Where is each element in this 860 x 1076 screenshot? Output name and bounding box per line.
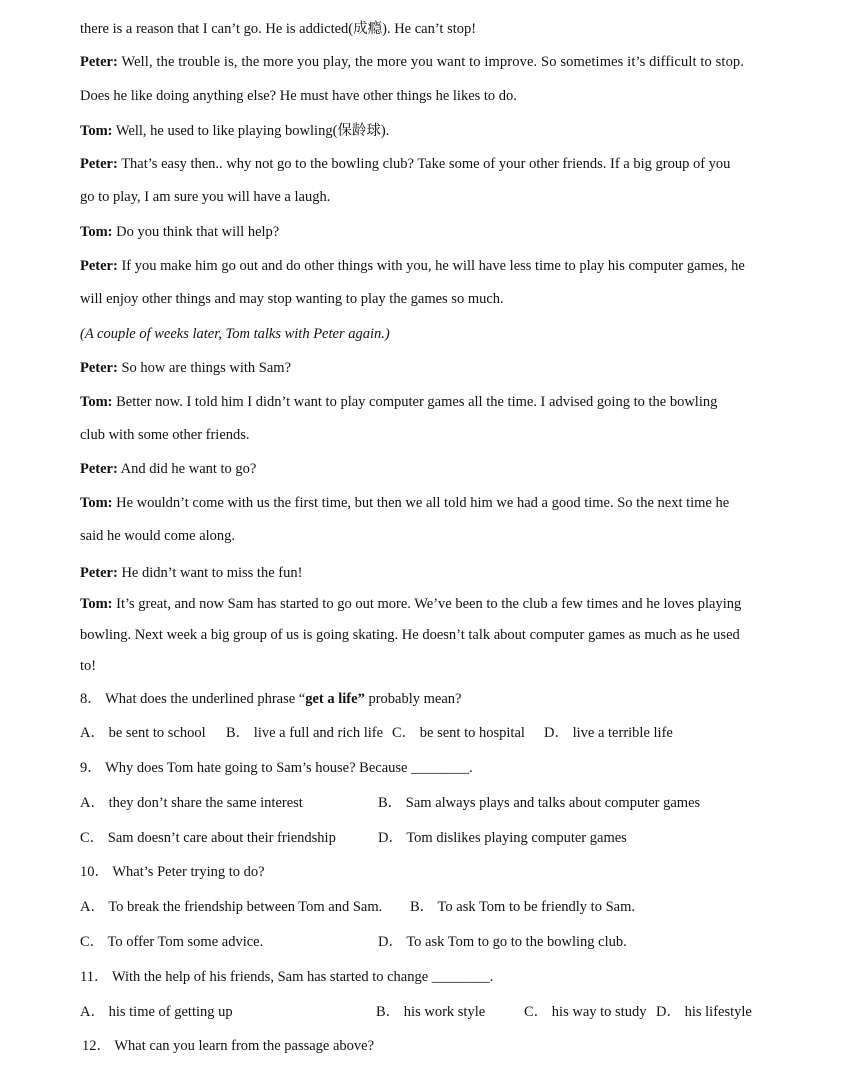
question-12: 12． What can you learn from the passage above? bbox=[82, 1038, 375, 1054]
stage-direction: (A couple of weeks later, Tom talks with Peter again.) bbox=[80, 326, 390, 342]
q10-option-c[interactable]: C． To offer Tom some advice. bbox=[80, 934, 264, 950]
dialogue-line: will enjoy other things and may stop wanting to play the games so much. bbox=[80, 291, 504, 307]
q8-option-d[interactable]: D． live a terrible life bbox=[544, 725, 673, 741]
q11-option-d[interactable]: D． his lifestyle bbox=[656, 1004, 752, 1020]
question-11: 11． With the help of his friends, Sam has started to change ________. bbox=[80, 969, 494, 985]
q11-option-c[interactable]: C． his way to study bbox=[524, 1004, 647, 1020]
q8-option-c[interactable]: C． be sent to hospital bbox=[392, 725, 525, 741]
question-10: 10． What’s Peter trying to do? bbox=[80, 864, 265, 880]
q9-option-c[interactable]: C． Sam doesn’t care about their friendship bbox=[80, 830, 336, 846]
q10-option-a[interactable]: A． To break the friendship between Tom and Sam. bbox=[80, 899, 383, 915]
q11-option-a[interactable]: A． his time of getting up bbox=[80, 1004, 233, 1020]
dialogue-line: Tom: Well, he used to like playing bowling(保龄球). bbox=[80, 123, 390, 139]
dialogue-line: Tom: It’s great, and now Sam has started to go out more. We’ve been to the club a few times and he loves playing bbox=[80, 596, 742, 612]
q9-option-b[interactable]: B． Sam always plays and talks about computer games bbox=[378, 795, 701, 811]
dialogue-line: there is a reason that I can’t go. He is addicted(成瘾). He can’t stop! bbox=[80, 21, 477, 37]
dialogue-line: go to play, I am sure you will have a laugh. bbox=[80, 189, 331, 205]
q8-option-a[interactable]: A． be sent to school bbox=[80, 725, 206, 741]
dialogue-line: Peter: If you make him go out and do other things with you, he will have less time to play his computer games, he bbox=[80, 258, 745, 274]
question-9: 9． Why does Tom hate going to Sam’s house? Because ________. bbox=[80, 760, 473, 776]
dialogue-line: Peter: Well, the trouble is, the more you play, the more you want to improve. So sometimes it’s difficult to stop. bbox=[80, 54, 745, 70]
q11-option-b[interactable]: B． his work style bbox=[376, 1004, 486, 1020]
q9-option-d[interactable]: D． Tom dislikes playing computer games bbox=[378, 830, 627, 846]
dialogue-line: Peter: That’s easy then.. why not go to the bowling club? Take some of your other friends. If a big group of you bbox=[80, 156, 731, 172]
dialogue-line: Tom: Do you think that will help? bbox=[80, 224, 280, 240]
q9-option-a[interactable]: A． they don’t share the same interest bbox=[80, 795, 303, 811]
dialogue-line: to! bbox=[80, 658, 97, 674]
dialogue-line: Tom: He wouldn’t come with us the first time, but then we all told him we had a good time. So the next time he bbox=[80, 495, 730, 511]
dialogue-line: bowling. Next week a big group of us is going skating. He doesn’t talk about computer games as much as he used bbox=[80, 627, 740, 643]
dialogue-line: Peter: He didn’t want to miss the fun! bbox=[80, 565, 303, 581]
dialogue-line: club with some other friends. bbox=[80, 427, 250, 443]
question-8: 8． What does the underlined phrase “get a life” probably mean? bbox=[80, 691, 462, 707]
dialogue-line: Tom: Better now. I told him I didn’t want to play computer games all the time. I advised going to the bowling bbox=[80, 394, 718, 410]
q8-option-b[interactable]: B． live a full and rich life bbox=[226, 725, 384, 741]
dialogue-line: said he would come along. bbox=[80, 528, 236, 544]
dialogue-line: Does he like doing anything else? He must have other things he likes to do. bbox=[80, 88, 517, 104]
q10-option-d[interactable]: D． To ask Tom to go to the bowling club. bbox=[378, 934, 627, 950]
q10-option-b[interactable]: B． To ask Tom to be friendly to Sam. bbox=[410, 899, 635, 915]
dialogue-line: Peter: And did he want to go? bbox=[80, 461, 257, 477]
dialogue-line: Peter: So how are things with Sam? bbox=[80, 360, 292, 376]
